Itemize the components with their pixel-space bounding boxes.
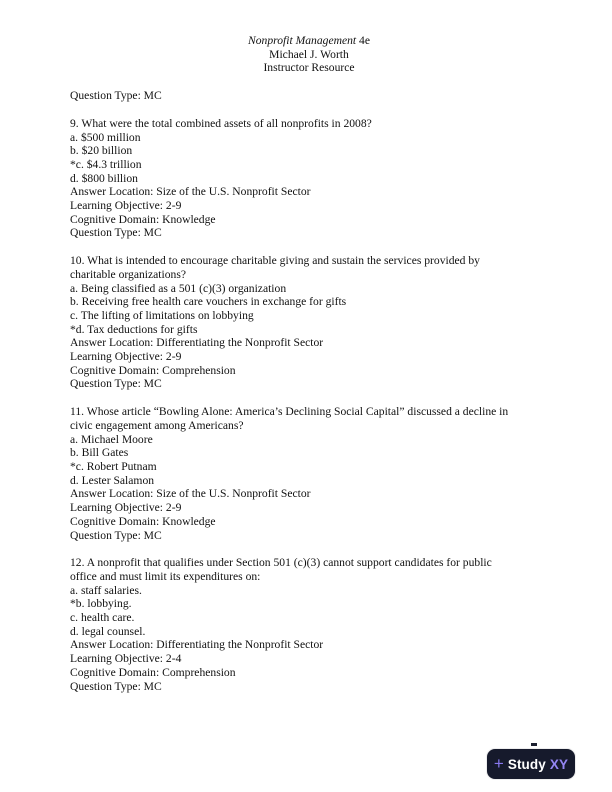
cognitive-domain: Cognitive Domain: Comprehension (70, 363, 236, 377)
learning-objective: Learning Objective: 2-9 (70, 199, 182, 213)
document-header (70, 34, 548, 75)
answer-option-b-correct: *b. lobbying. (70, 597, 132, 611)
question-text-continued: civic engagement among Americans? (70, 418, 244, 432)
answer-option-c-correct: *c. Robert Putnam (70, 459, 157, 473)
brand-name-accent: XY (549, 756, 569, 772)
cognitive-domain: Cognitive Domain: Knowledge (70, 514, 216, 528)
plus-icon: + (493, 754, 504, 773)
book-edition: 4e (356, 34, 370, 47)
question-block-10 (70, 254, 548, 391)
question-type: Question Type: MC (70, 377, 162, 391)
answer-option-d: d. $800 billion (70, 171, 138, 185)
studyxy-watermark-badge[interactable] (487, 749, 575, 779)
answer-location: Answer Location: Size of the U.S. Nonprofit Sector (70, 487, 311, 501)
learning-objective: Learning Objective: 2-4 (70, 652, 182, 666)
book-title-line (70, 34, 548, 48)
answer-location: Answer Location: Differentiating the Nonprofit Sector (70, 638, 324, 652)
answer-option-a: a. $500 million (70, 130, 141, 144)
book-title: Nonprofit Management (248, 34, 357, 47)
question-type-header: Question Type: MC (70, 89, 162, 103)
question-block-12 (70, 556, 548, 693)
question-text: 9. What were the total combined assets of all nonprofits in 2008? (70, 116, 372, 130)
answer-option-b: b. $20 billion (70, 144, 133, 158)
question-type: Question Type: MC (70, 528, 162, 542)
question-text: 11. Whose article “Bowling Alone: America’s Declining Social Capital” discussed a decline in (70, 405, 509, 419)
resource-type: Instructor Resource (263, 61, 355, 75)
answer-option-a: a. staff salaries. (70, 583, 142, 597)
cognitive-domain: Cognitive Domain: Knowledge (70, 212, 216, 226)
answer-option-c-correct: *c. $4.3 trillion (70, 157, 142, 171)
question-text-continued: charitable organizations? (70, 267, 186, 281)
answer-location: Answer Location: Size of the U.S. Nonprofit Sector (70, 185, 311, 199)
question-text: 10. What is intended to encourage charitable giving and sustain the services provided by (70, 254, 480, 268)
answer-option-a: a. Being classified as a 501 (c)(3) organization (70, 281, 287, 295)
answer-option-b: b. Receiving free health care vouchers in exchange for gifts (70, 295, 347, 309)
answer-option-d: d. Lester Salamon (70, 473, 155, 487)
question-text-continued: office and must limit its expenditures on: (70, 569, 261, 583)
answer-option-c: c. health care. (70, 611, 135, 625)
answer-option-c: c. The lifting of limitations on lobbying (70, 308, 254, 322)
answer-option-d: d. legal counsel. (70, 624, 146, 638)
brand-name: Study (507, 756, 546, 772)
question-block-11 (70, 405, 548, 542)
answer-location: Answer Location: Differentiating the Nonprofit Sector (70, 336, 324, 350)
answer-option-b: b. Bill Gates (70, 446, 129, 460)
learning-objective: Learning Objective: 2-9 (70, 501, 182, 515)
learning-objective: Learning Objective: 2-9 (70, 350, 182, 364)
author-name: Michael J. Worth (269, 47, 349, 61)
question-block-9 (70, 117, 548, 240)
question-type: Question Type: MC (70, 226, 162, 240)
answer-option-a: a. Michael Moore (70, 432, 153, 446)
question-text: 12. A nonprofit that qualifies under Section 501 (c)(3) cannot support candidates for public (70, 556, 492, 570)
page-number-fragment (531, 743, 537, 746)
answer-option-d-correct: *d. Tax deductions for gifts (70, 322, 198, 336)
cognitive-domain: Cognitive Domain: Comprehension (70, 665, 236, 679)
question-type: Question Type: MC (70, 679, 162, 693)
